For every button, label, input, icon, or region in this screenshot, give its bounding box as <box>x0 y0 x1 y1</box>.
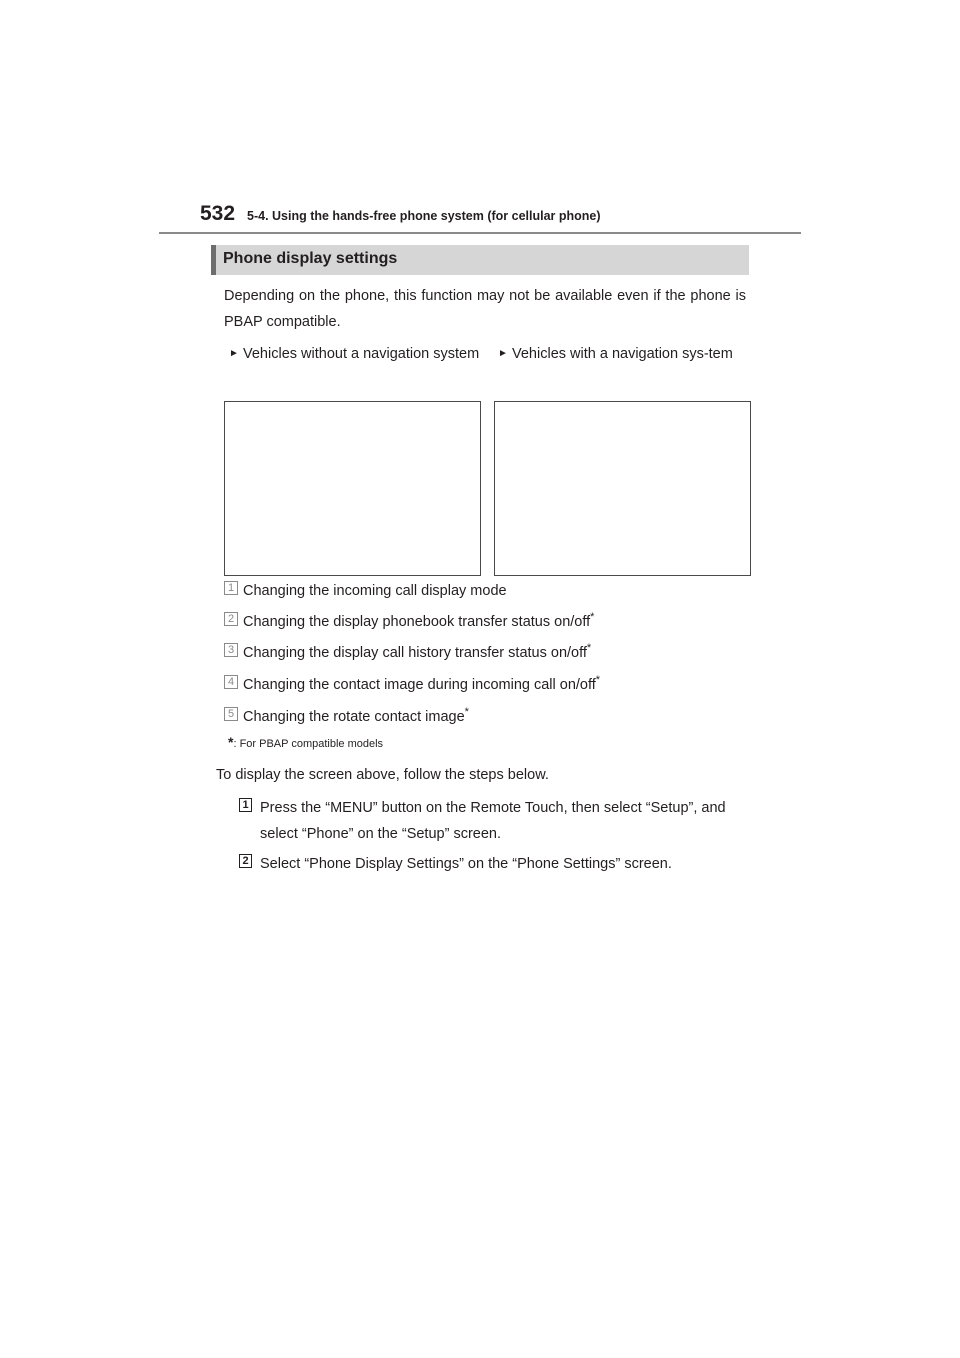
callout-number: 5 <box>224 707 238 721</box>
step-text: Select “Phone Display Settings” on the “Phone Settings” screen. <box>260 856 672 872</box>
section-accent <box>211 245 216 275</box>
step-number: 1 <box>239 798 252 812</box>
screen-image-without-navigation <box>224 401 481 576</box>
header-divider <box>159 232 801 234</box>
list-item-text: Changing the display phonebook transfer status on/off <box>243 613 591 630</box>
asterisk-mark: * <box>464 706 469 718</box>
asterisk-mark: * <box>586 642 592 654</box>
footnote-text: : For PBAP compatible models <box>233 738 384 750</box>
intro-paragraph: Depending on the phone, this function may not be available even if the phone is PBAP compatible. <box>224 288 746 330</box>
bullet-with-navigation <box>498 341 752 367</box>
step-text: Press the “MENU” button on the Remote Touch, then select “Setup”, and select “Phone” on the “Setup” screen. <box>260 800 726 842</box>
bullet-text: Vehicles without a navigation system <box>243 346 480 362</box>
section-heading-bar <box>211 245 749 275</box>
callout-number: 2 <box>224 612 238 626</box>
callout-number: 3 <box>224 643 238 657</box>
asterisk-mark: * <box>590 611 595 623</box>
screen-image-with-navigation <box>494 401 751 576</box>
list-item-text: Changing the display call history transfer status on/off <box>243 644 587 661</box>
step-number: 2 <box>239 854 252 868</box>
callout-number: 4 <box>224 675 238 689</box>
triangle-bullet-icon: ► <box>498 348 508 359</box>
list-item-text: Changing the contact image during incoming call on/off <box>243 676 596 693</box>
asterisk-mark: * <box>595 674 601 686</box>
instruction-lead: To display the screen above, follow the steps below. <box>216 767 549 783</box>
running-header: 5-4. Using the hands-free phone system (for cellular phone) <box>247 209 601 223</box>
bullet-text: Vehicles with a navigation sys-tem <box>512 346 733 362</box>
callout-number: 1 <box>224 581 238 595</box>
section-title: Phone display settings <box>223 250 398 267</box>
page-number: 532 <box>200 202 236 225</box>
footnote <box>228 734 383 750</box>
list-item-text: Changing the rotate contact image <box>243 708 465 725</box>
triangle-bullet-icon: ► <box>229 348 239 359</box>
list-item-text: Changing the incoming call display mode <box>243 582 507 599</box>
bullet-without-navigation <box>229 341 483 367</box>
footnote-mark: * <box>228 734 234 750</box>
